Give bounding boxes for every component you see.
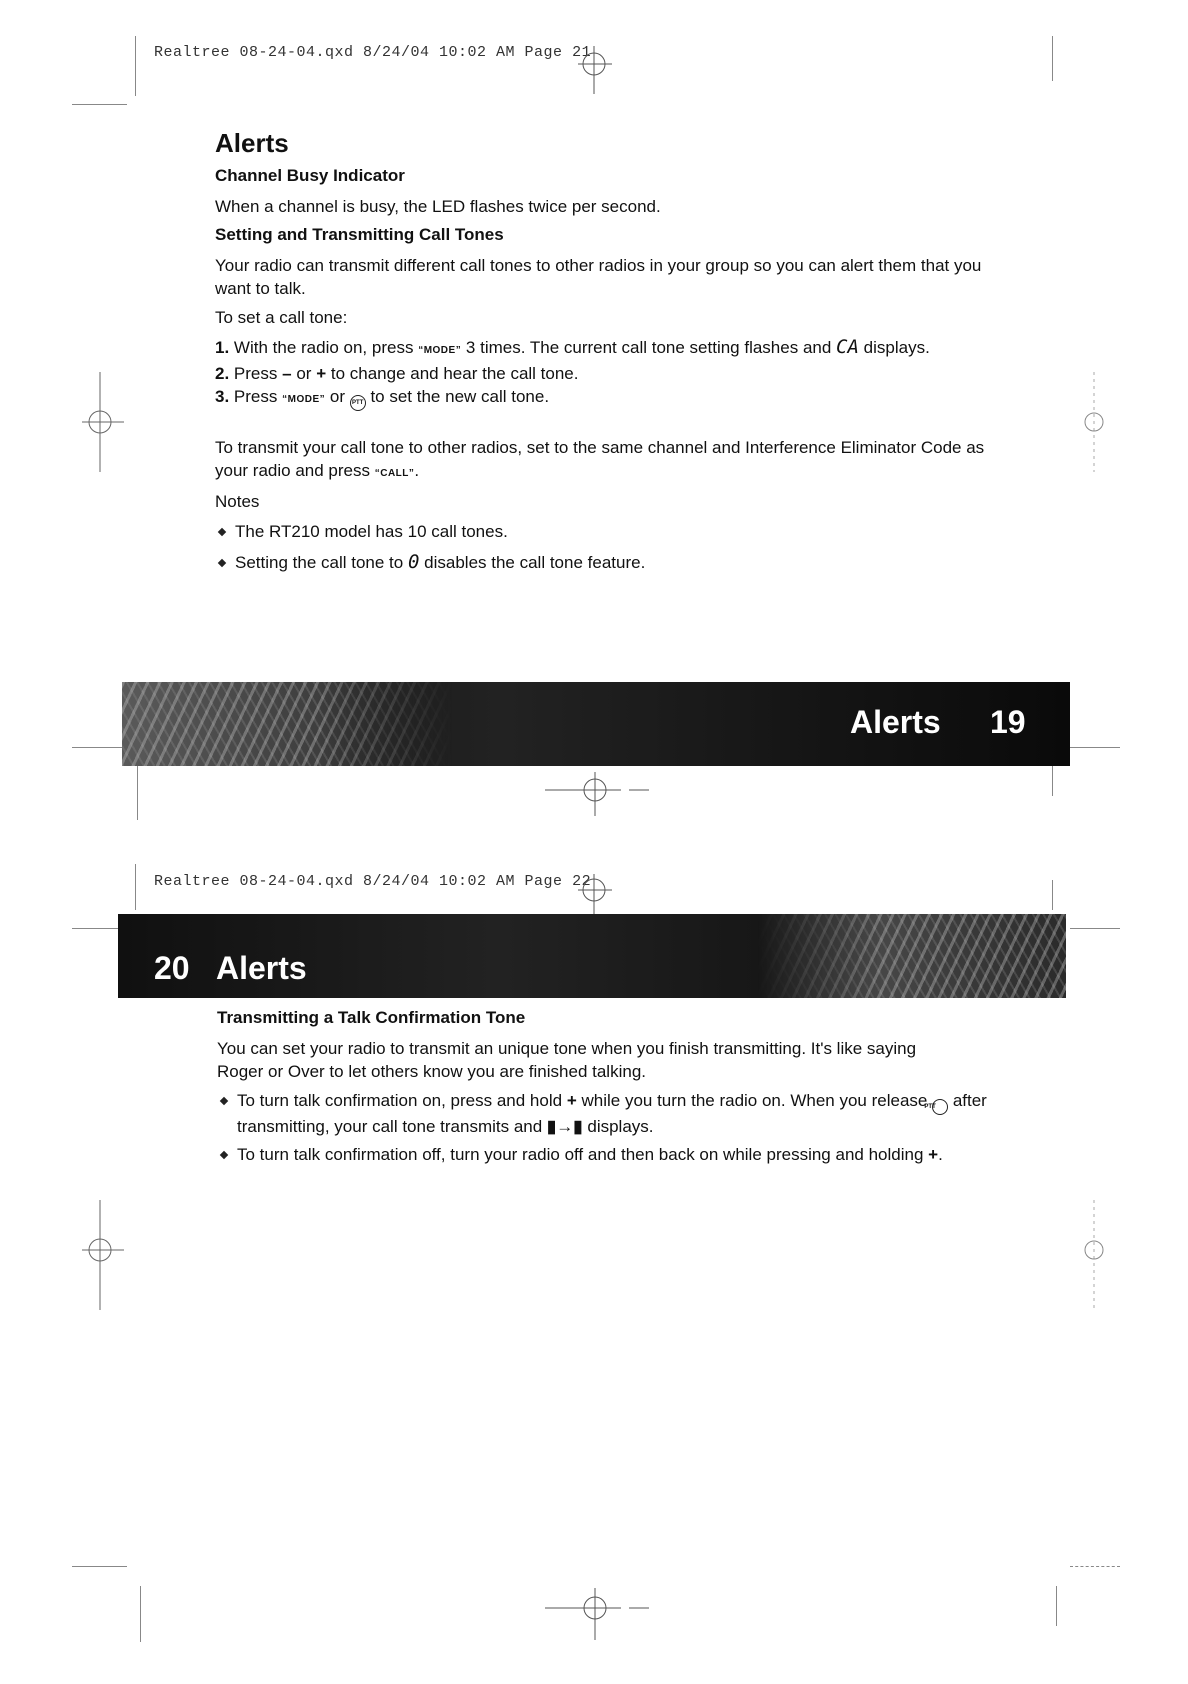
bullet-text: after transmitting, your call tone transmits and	[237, 1091, 987, 1136]
step-text: Press	[233, 364, 278, 383]
header-page-number: 20	[154, 950, 190, 986]
crop-mark	[1052, 36, 1053, 81]
crop-mark	[1052, 766, 1053, 796]
crop-mark	[72, 928, 122, 929]
camouflage-image	[758, 914, 1066, 998]
lcd-display-text: 0	[407, 551, 420, 573]
steps-list	[215, 336, 1005, 411]
bullet-item	[217, 1089, 1027, 1138]
step-text: With the radio on, press	[233, 338, 414, 357]
bullet-text: To turn talk confirmation on, press and hold	[237, 1091, 563, 1110]
plus-icon: +	[316, 364, 327, 383]
crop-mark	[1052, 880, 1053, 910]
talk-confirm-icon: ▮→▮	[546, 1117, 583, 1136]
bullet-item	[217, 1143, 1027, 1166]
bullet-icon	[220, 1097, 228, 1105]
header-section-label: Alerts	[216, 950, 307, 986]
paragraph: You can set your radio to transmit an unique tone when you finish transmitting. It's like saying Roger or Over to let others know you are finished talking.	[217, 1039, 917, 1081]
crop-mark	[1070, 928, 1120, 929]
note-text: disables the call tone feature.	[424, 553, 646, 572]
footer-section-label: Alerts	[850, 704, 941, 740]
bullet-icon	[218, 559, 226, 567]
paragraph-text: .	[414, 461, 420, 480]
ptt-button-icon: PTT	[350, 395, 366, 411]
plus-icon: +	[566, 1091, 577, 1110]
registration-mark-right	[1072, 372, 1118, 472]
registration-mark-right	[1072, 1200, 1118, 1310]
registration-mark	[545, 1586, 655, 1642]
bullet-icon	[218, 528, 226, 536]
footer-band	[122, 682, 1070, 766]
crop-mark	[140, 1586, 141, 1642]
step-text: 3 times. The current call tone setting flashes and	[465, 338, 832, 357]
mode-button-label: “MODE”	[418, 345, 462, 356]
registration-mark	[578, 44, 628, 96]
plus-icon: +	[928, 1145, 939, 1164]
registration-mark	[545, 770, 655, 820]
note-item	[215, 551, 645, 574]
step-number: 1.	[215, 338, 230, 357]
paragraph-text: To transmit your call tone to other radios, set to the same channel and Interference Eliminator Code as your radio and press	[215, 438, 985, 480]
bullet-icon	[220, 1151, 228, 1159]
step-text: or	[329, 387, 345, 406]
notes-label: Notes	[215, 492, 260, 511]
print-slug: Realtree 08-24-04.qxd 8/24/04 10:02 AM Page 21	[154, 44, 592, 61]
paragraph: When a channel is busy, the LED flashes twice per second.	[215, 197, 661, 216]
camouflage-image	[122, 682, 452, 766]
ptt-button-icon: PTT	[932, 1099, 948, 1115]
step-number: 3.	[215, 387, 230, 406]
registration-mark	[578, 870, 628, 920]
note-text: Setting the call tone to	[235, 553, 404, 572]
step-text: Press	[233, 387, 278, 406]
crop-mark	[72, 1566, 127, 1567]
crop-mark	[135, 864, 136, 910]
paragraph: Your radio can transmit different call tones to other radios in your group so you can alert them that you want to talk.	[215, 256, 982, 298]
bullet-text: .	[938, 1145, 943, 1164]
crop-mark	[1070, 1566, 1120, 1567]
section-heading: Channel Busy Indicator	[215, 166, 405, 185]
lcd-display-text: CA	[836, 336, 859, 358]
list-item	[215, 385, 1005, 411]
minus-icon: –	[282, 364, 292, 383]
crop-mark	[137, 766, 138, 820]
crop-mark	[72, 104, 127, 105]
paragraph	[215, 436, 1005, 485]
footer-page-number: 19	[990, 704, 1026, 740]
step-number: 2.	[215, 364, 230, 383]
bullet-text: while you turn the radio on. When you release	[581, 1091, 928, 1110]
step-text: to change and hear the call tone.	[330, 364, 579, 383]
crop-mark	[135, 36, 136, 96]
crop-mark	[72, 747, 122, 748]
list-item	[215, 336, 1005, 362]
crop-mark	[1056, 1586, 1057, 1626]
section-heading: Transmitting a Talk Confirmation Tone	[217, 1008, 526, 1027]
bullet-text: displays.	[587, 1117, 654, 1136]
note-item	[215, 520, 508, 543]
crop-mark	[1070, 747, 1120, 748]
step-text: to set the new call tone.	[370, 387, 550, 406]
paragraph: To set a call tone:	[215, 308, 348, 327]
step-text: displays.	[863, 338, 930, 357]
registration-mark-left	[80, 1200, 126, 1310]
step-text: or	[296, 364, 312, 383]
registration-mark-left	[80, 372, 126, 472]
list-item	[215, 362, 1005, 385]
mode-button-label: “MODE”	[282, 394, 326, 405]
section-heading: Setting and Transmitting Call Tones	[215, 225, 504, 244]
bullet-text: To turn talk confirmation off, turn your radio off and then back on while pressing and holding	[237, 1145, 924, 1164]
note-text: The RT210 model has 10 call tones.	[235, 522, 508, 541]
call-button-label: “CALL”	[374, 468, 415, 479]
header-band	[118, 914, 1066, 998]
print-slug: Realtree 08-24-04.qxd 8/24/04 10:02 AM Page 22	[154, 873, 592, 890]
page-title: Alerts	[215, 128, 289, 158]
